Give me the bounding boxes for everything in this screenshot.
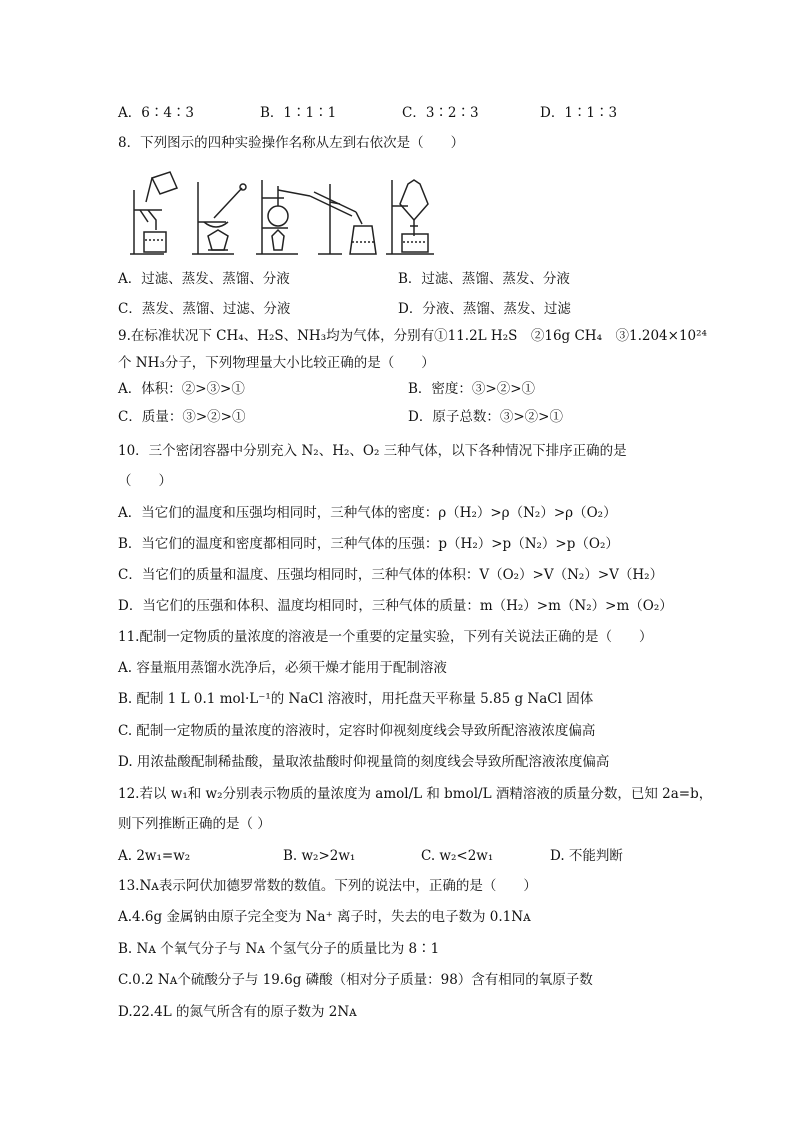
evaporation-apparatus-icon — [192, 182, 246, 254]
q12-option-a: A. 2w₁=w₂ — [118, 848, 191, 864]
q12-stem-line2: 则下列推断正确的是（ ） — [118, 816, 271, 832]
separatory-funnel-icon — [386, 180, 434, 254]
distillation-apparatus-icon — [256, 180, 376, 254]
q12-option-d: D. 不能判断 — [550, 848, 623, 864]
q11-stem: 11.配制一定物质的量浓度的溶液是一个重要的定量实验，下列有关说法正确的是（ ） — [118, 629, 653, 645]
filtration-apparatus-icon — [130, 172, 177, 254]
q7-option-a: A．6∶4∶3 — [118, 105, 195, 121]
q8-stem: 8．下列图示的四种实验操作名称从左到右依次是（ ） — [118, 135, 465, 151]
q12-option-c: C. w₂<2w₁ — [421, 848, 494, 864]
q11-option-a: A. 容量瓶用蒸馏水洗净后，必须干燥才能用于配制溶液 — [118, 660, 447, 676]
q9-option-c: C．质量：③>②>① — [118, 409, 246, 425]
q13-option-c: C.0.2 Nᴀ个硫酸分子与 19.6g 磷酸（相对分子质量：98）含有相同的氧原子数 — [118, 972, 593, 988]
q11-option-b: B. 配制 1 L 0.1 mol·L⁻¹的 NaCl 溶液时，用托盘天平称量 5.85 g NaCl 固体 — [118, 691, 594, 707]
q13-stem: 13.Nᴀ表示阿伏加德罗常数的数值。下列的说法中，正确的是（ ） — [118, 878, 537, 894]
q13-option-b: B. Nᴀ 个氧气分子与 Nᴀ 个氢气分子的质量比为 8∶1 — [118, 941, 440, 957]
q11-option-d: D. 用浓盐酸配制稀盐酸，量取浓盐酸时仰视量筒的刻度线会导致所配溶液浓度偏高 — [118, 754, 610, 770]
lab-apparatus-illustration — [122, 170, 452, 260]
q11-option-c: C. 配制一定物质的量浓度的溶液时，定容时仰视刻度线会导致所配溶液浓度偏高 — [118, 723, 596, 739]
q10-stem-line1: 10．三个密闭容器中分别充入 N₂、H₂、O₂ 三种气体，以下各种情况下排序正确的是 — [118, 443, 627, 459]
q9-stem-line1: 9.在标准状况下 CH₄、H₂S、NH₃均为气体，分别有①11.2L H₂S ②16g CH₄ ③1.204×10²⁴ — [118, 328, 707, 344]
q9-option-d: D．原子总数：③>②>① — [408, 409, 563, 425]
q7-option-b: B．1∶1∶1 — [260, 105, 337, 121]
q8-option-b: B．过滤、蒸馏、蒸发、分液 — [398, 271, 570, 287]
q8-option-a: A．过滤、蒸发、蒸馏、分液 — [118, 271, 290, 287]
q7-option-c: C．3∶2∶3 — [402, 105, 479, 121]
q10-option-a: A．当它们的温度和压强均相同时，三种气体的密度：ρ（H₂）>ρ（N₂）>ρ（O₂） — [118, 505, 617, 521]
q10-option-b: B．当它们的温度和密度都相同时，三种气体的压强：p（H₂）>p（N₂）>p（O₂） — [118, 536, 619, 552]
q10-option-d: D．当它们的压强和体积、温度均相同时，三种气体的质量：m（H₂）>m（N₂）>m（O₂） — [118, 598, 673, 614]
q12-option-b: B. w₂>2w₁ — [283, 848, 356, 864]
q13-option-d: D.22.4L 的氮气所含有的原子数为 2Nᴀ — [118, 1004, 357, 1020]
q7-option-d: D．1∶1∶3 — [540, 105, 618, 121]
q9-option-a: A．体积：②>③>① — [118, 381, 245, 397]
q13-option-a: A.4.6g 金属钠由原子完全变为 Na⁺ 离子时，失去的电子数为 0.1Nᴀ — [118, 909, 531, 925]
q9-stem-line2: 个 NH₃分子，下列物理量大小比较正确的是（ ） — [118, 355, 435, 371]
q10-option-c: C．当它们的质量和温度、压强均相同时，三种气体的体积：V（O₂）>V（N₂）>V（H₂） — [118, 567, 664, 583]
q8-option-d: D．分液、蒸馏、蒸发、过滤 — [398, 301, 571, 317]
q8-option-c: C．蒸发、蒸馏、过滤、分液 — [118, 301, 291, 317]
q9-option-b: B．密度：③>②>① — [408, 381, 536, 397]
q12-stem-line1: 12.若以 w₁和 w₂分别表示物质的量浓度为 amol/L 和 bmol/L 酒精溶液的质量分数，已知 2a=b， — [118, 786, 713, 802]
q10-stem-line2: （ ） — [118, 473, 172, 489]
